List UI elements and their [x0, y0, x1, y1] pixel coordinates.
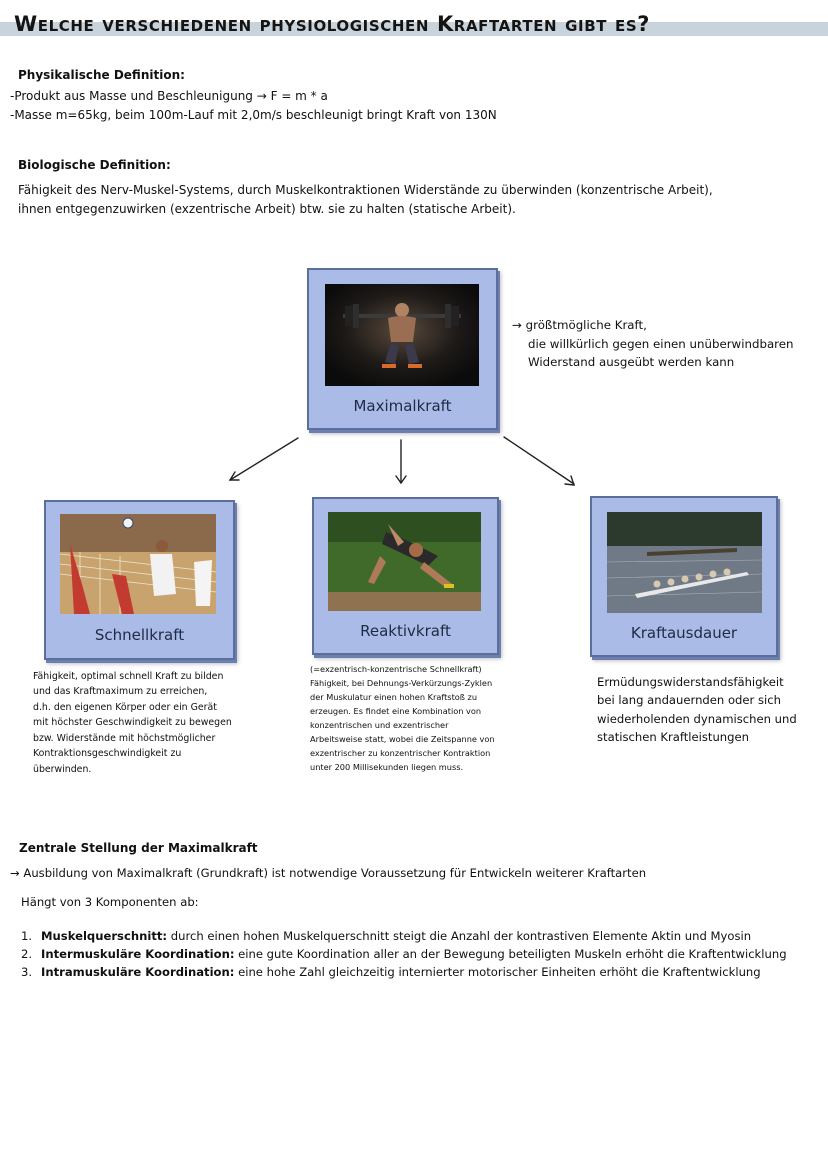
ausdauer-desc-line: bei lang andauernden oder sich [597, 693, 781, 707]
physical-line-2: -Masse m=65kg, beim 100m-Lauf mit 2,0m/s beschleunigt bringt Kraft von 130N [10, 108, 497, 122]
page-title: Welche verschiedenen physiologischen Kraftarten gibt es? [14, 12, 651, 36]
maximal-note-line-1: → größtmögliche Kraft, [512, 318, 647, 332]
reaktiv-desc-line: erzeugen. Es findet eine Kombination von [310, 706, 482, 716]
volleyball-photo [60, 514, 216, 614]
schnellkraft-card [44, 500, 235, 660]
maximal-note-line-2: die willkürlich gegen einen unüberwindbaren [528, 337, 794, 351]
maximal-note-line-3: Widerstand ausgeübt werden kann [528, 355, 735, 369]
physical-heading: Physikalische Definition: [18, 68, 185, 82]
schnell-desc-line: Fähigkeit, optimal schnell Kraft zu bilden [33, 671, 224, 682]
reaktiv-desc-line: (=exzentrisch-konzentrische Schnellkraft) [310, 664, 482, 674]
central-line-1: → Ausbildung von Maximalkraft (Grundkraft) ist notwendige Voraussetzung für Entwickeln weiterer Kraftarten [10, 866, 647, 880]
reaktiv-desc-line: Fähigkeit, bei Dehnungs-Verkürzungs-Zyklen [310, 678, 493, 688]
component-item: 1. Muskelquerschnitt: durch einen hohen Muskelquerschnitt steigt die Anzahl der kontrastiven Elemente Aktin und Myosin [21, 929, 752, 943]
rowing-photo [607, 512, 762, 613]
schnell-desc-line: überwinden. [33, 764, 92, 775]
schnellkraft-label: Schnellkraft [94, 626, 185, 644]
reaktiv-desc-line: unter 200 Millisekunden liegen muss. [310, 762, 464, 772]
reaktiv-desc-line: konzentrischen und exzentrischer [310, 720, 449, 730]
schnell-desc-line: und das Kraftmaximum zu erreichen, [33, 686, 208, 697]
reaktiv-desc-line: exzentrischer zu konzentrischer Kontraktion [310, 748, 491, 758]
component-item: 2. Intermuskuläre Koordination: eine gute Koordination aller an der Bewegung beteiligten Muskeln erhöht die Kraftentwicklung [21, 947, 787, 961]
schnell-desc-line: Kontraktionsgeschwindigkeit zu [33, 748, 182, 759]
reaktiv-desc-line: der Muskulatur einen hohen Kraftstoß zu [310, 692, 478, 702]
ausdauer-desc-line: statischen Kraftleistungen [597, 730, 749, 744]
component-item: 3. Intramuskuläre Koordination: eine hohe Zahl gleichzeitig internierter motorischer Einheiten erhöht die Kraftentwicklung [21, 965, 761, 979]
kraftausdauer-label: Kraftausdauer [630, 624, 738, 642]
maximalkraft-label: Maximalkraft [353, 397, 452, 415]
ausdauer-desc-line: Ermüdungswiderstandsfähigkeit [597, 675, 784, 689]
physical-line-1: -Produkt aus Masse und Beschleunigung → F = m * a [10, 89, 328, 103]
ausdauer-desc-line: wiederholenden dynamischen und [597, 712, 797, 726]
long-jump-photo [328, 512, 481, 611]
kraftausdauer-card [590, 496, 778, 657]
biological-heading: Biologische Definition: [18, 158, 171, 172]
biological-line-2: ihnen entgegenzuwirken (exzentrische Arbeit) btw. sie zu halten (statische Arbeit). [18, 202, 516, 216]
reaktivkraft-card [312, 497, 499, 655]
schnell-desc-line: mit höchster Geschwindigkeit zu bewegen [33, 717, 232, 728]
components-list [21, 927, 787, 981]
central-heading: Zentrale Stellung der Maximalkraft [19, 841, 258, 855]
schnell-desc-line: d.h. den eigenen Körper oder ein Gerät [33, 702, 217, 713]
schnell-desc-line: bzw. Widerstände mit höchstmöglicher [33, 733, 216, 744]
reaktivkraft-label: Reaktivkraft [360, 622, 451, 640]
reaktiv-desc-line: Arbeitsweise statt, wobei die Zeitspanne von [310, 734, 495, 744]
central-line-2: Hängt von 3 Komponenten ab: [21, 895, 199, 909]
biological-line-1: Fähigkeit des Nerv-Muskel-Systems, durch Muskelkontraktionen Widerstände zu überwinden (konzentrische Arbeit), [18, 183, 713, 197]
